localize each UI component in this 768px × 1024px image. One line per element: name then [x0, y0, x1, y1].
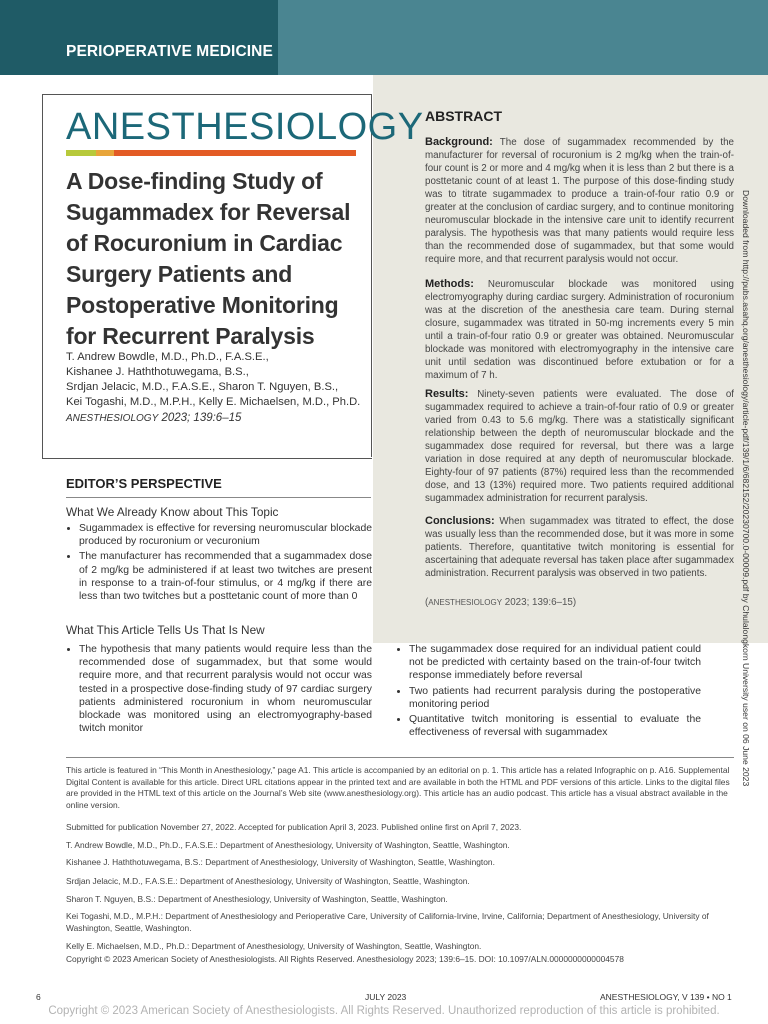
list-item: • The manufacturer has recommended that a sugammadex dose of 2 mg/kg be administered if at least two twitches are present in response to a train-of-four stimulus, or 4 mg/kg if there are less than two twitches but a posttetanic count of more than 0 — [79, 550, 372, 603]
footnote: Kelly E. Michaelsen, M.D., Ph.D.: Department of Anesthesiology, University of Washington, Seattle, Washington. — [66, 941, 482, 951]
abstract-cite-journal: ANESTHESIOLOGY — [428, 598, 503, 607]
results-text: Ninety-seven patients were evaluated. The dose of sugammadex required to achieve a train-of-four ratio of 0.9 or greater varied from 0.43 to 5.6 mg/kg. There was a statistically significant relationship between the depth of neuromuscular blockade and the sugammadex dose required for reversal, but there was a large variation in dose required at any depth of neuromuscular blockade. Eighty-four of 97 patients (87%) required less than the recommended dose, and 13 (13%) required more. Two patients required additional sugammadex administration for recurrent paralysis. — [425, 389, 734, 504]
background-label: Background: — [425, 136, 493, 148]
footnote: Submitted for publication November 27, 2022. Accepted for publication April 3, 2023. Published online first on April 7, 2023. — [66, 822, 522, 832]
footnote-rule — [66, 757, 734, 758]
new-list-left — [66, 643, 372, 737]
list-item: • The sugammadex dose required for an individual patient could not be predicted with certainty based on the train-of-four twitch response immediately before reversal — [409, 643, 701, 683]
logo-bar-seg-1 — [66, 150, 96, 156]
abstract-cite-rest: 2023; 139:6–15) — [502, 597, 577, 608]
results-label: Results: — [425, 388, 469, 400]
copyright-notice: Copyright © 2023 American Society of Anesthesiologists. All Rights Reserved. Unauthorized reproduction of this article is prohibited. — [48, 1005, 720, 1017]
article-title: A Dose-finding Study of Sugammadex for Reversal of Rocuronium in Cardiac Surgery Patients and Postoperative Monitoring for Recurrent Paralysis — [66, 168, 351, 349]
article-citation — [66, 412, 241, 424]
conclusions-label: Conclusions: — [425, 515, 495, 527]
journal-issue: ANESTHESIOLOGY, V 139 • NO 1 — [600, 992, 732, 1002]
download-note — [737, 190, 751, 840]
abstract-background — [425, 136, 734, 266]
abstract-methods — [425, 278, 734, 382]
footnote: Kishanee J. Haththotuwegama, B.S.: Department of Anesthesiology, University of Washington, Seattle, Washington. — [66, 857, 495, 867]
abstract-results — [425, 388, 734, 505]
section-label: PERIOPERATIVE MEDICINE — [66, 43, 273, 60]
list-item: • Sugammadex is effective for reversing neuromuscular blockade produced by rocuronium or vecuronium — [79, 522, 372, 548]
methods-text: Neuromuscular blockade was monitored using electromyography during cardiac surgery. Administration of rocuronium was at the discretion of the anesthesia care team. During sternal closure, sugammadex was titrated in 50-mg increments every 5 min until a train-of-four ratio 0.9 or greater was obtained. Neuromuscular blockade was monitored with electromyography in the intensive care unit until sedation was discontinued before extubation or for a maximum of 7 h. — [425, 279, 734, 381]
footnote: T. Andrew Bowdle, M.D., Ph.D., F.A.S.E.: Department of Anesthesiology, University of Washington, Seattle, Washington. — [66, 840, 510, 850]
author-line: Kei Togashi, M.D., M.P.H., Kelly E. Michaelsen, M.D., Ph.D. — [66, 396, 361, 408]
issue-date: JULY 2023 — [365, 992, 407, 1002]
known-heading: What We Already Know about This Topic — [66, 505, 279, 519]
footnote: Kei Togashi, M.D., M.P.H.: Department of Anesthesiology and Perioperative Care, University of California-Irvine, Irvine, California; Department of Anesthesiology, University of Washington, Seattle, Washington. — [66, 911, 709, 933]
editors-rule — [66, 497, 371, 498]
new-list-right — [396, 643, 701, 741]
list-item: • Two patients had recurrent paralysis during the postoperative monitoring period — [409, 685, 701, 711]
footnote: Srdjan Jelacic, M.D., F.A.S.E.: Department of Anesthesiology, University of Washington, Seattle, Washington. — [66, 876, 470, 886]
logo-bar-seg-2 — [96, 150, 114, 156]
journal-logo: ANESTHESIOLOGY — [66, 106, 424, 148]
conclusions-text: When sugammadex was titrated to effect, the dose was usually less than the recommended dose, but it was more in some patients. Therefore, quantitative twitch monitoring is essential for ascertaining that adequate reversal has taken place after sugammadex administration. Recurrent paralysis was observed in two patients. — [425, 516, 734, 579]
methods-label: Methods: — [425, 278, 474, 290]
page-number: 6 — [36, 992, 41, 1002]
footnote: Copyright © 2023 American Society of Anesthesiologists. All Rights Reserved. Anesthesiology 2023; 139:6–15. DOI: 10.1097/ALN.0000000000004578 — [66, 954, 624, 964]
editors-perspective-heading: EDITOR’S PERSPECTIVE — [66, 476, 222, 491]
footnote: Sharon T. Nguyen, B.S.: Department of Anesthesiology, University of Washington, Seattle, Washington. — [66, 894, 448, 904]
author-line: Kishanee J. Haththotuwegama, B.S., — [66, 366, 249, 378]
abstract-cite-open: ( — [425, 597, 429, 608]
background-text: The dose of sugammadex recommended by the manufacturer for reversal of rocuronium is 2 mg/kg when the train-of-four count is 2 or more and 4 mg/kg when it is less than 2 but there is a posttetanic count of at least 1. The purpose of this dose-finding study was to titrate sugammadex to produce a train-of-four ratio 0.9 or greater at the conclusion of cardiac surgery, and to continue monitoring neuromuscular blockade in the intensive care unit to identify recurrent paralysis. The hypothesis was that many patients would require less than the recommended dose of sugammadex, but that some would require more, and that recurrent paralysis would not occur. — [425, 137, 734, 265]
known-list — [66, 522, 372, 605]
new-heading: What This Article Tells Us That Is New — [66, 623, 265, 637]
abstract-heading: ABSTRACT — [425, 108, 502, 124]
list-item: • Quantitative twitch monitoring is essential to evaluate the effectiveness of reversal with sugammadex — [409, 713, 701, 739]
citation-volume: 2023; 139:6–15 — [158, 412, 242, 424]
citation-journal: ANESTHESIOLOGY — [66, 413, 159, 424]
download-note-text: Downloaded from http://pubs.asahq.org/anesthesiology/article-pdf/139/1/6/682152/20230700.0-00009.pdf by Chulalongkorn University user on 06 June 2023 — [741, 190, 751, 787]
logo-bar-seg-3 — [114, 150, 356, 156]
list-item: • The hypothesis that many patients would require less than the recommended dose of sugammadex, but that some would require more, and that recurrent paralysis would not occur was tested in a prospective dose-finding study of 97 cardiac surgery patients administered rocuronium in whom neuromuscular blockade was monitored using an electromyography-based twitch monitor — [79, 643, 372, 735]
footnote: This article is featured in “This Month in Anesthesiology,” page A1. This article is accompanied by an editorial on p. 1. This article has a related Infographic on p. A16. Supplemental Digital Content is available for this article. Direct URL citations appear in the printed text and are available in both the HTML and PDF versions of this article. Links to the digital files are provided in the HTML text of this article on the Journal’s Web site (www.anesthesiology.org). This article has an audio podcast. This article has a visual abstract available in the online version. — [66, 765, 730, 810]
author-line: Srdjan Jelacic, M.D., F.A.S.E., Sharon T. Nguyen, B.S., — [66, 381, 339, 393]
author-list — [66, 350, 366, 410]
author-line: T. Andrew Bowdle, M.D., Ph.D., F.A.S.E., — [66, 351, 269, 363]
abstract-conclusions — [425, 515, 734, 580]
abstract-citation — [425, 597, 576, 608]
logo-color-bar — [66, 150, 356, 156]
header-band-left — [0, 0, 278, 75]
header-band-right — [278, 0, 768, 75]
